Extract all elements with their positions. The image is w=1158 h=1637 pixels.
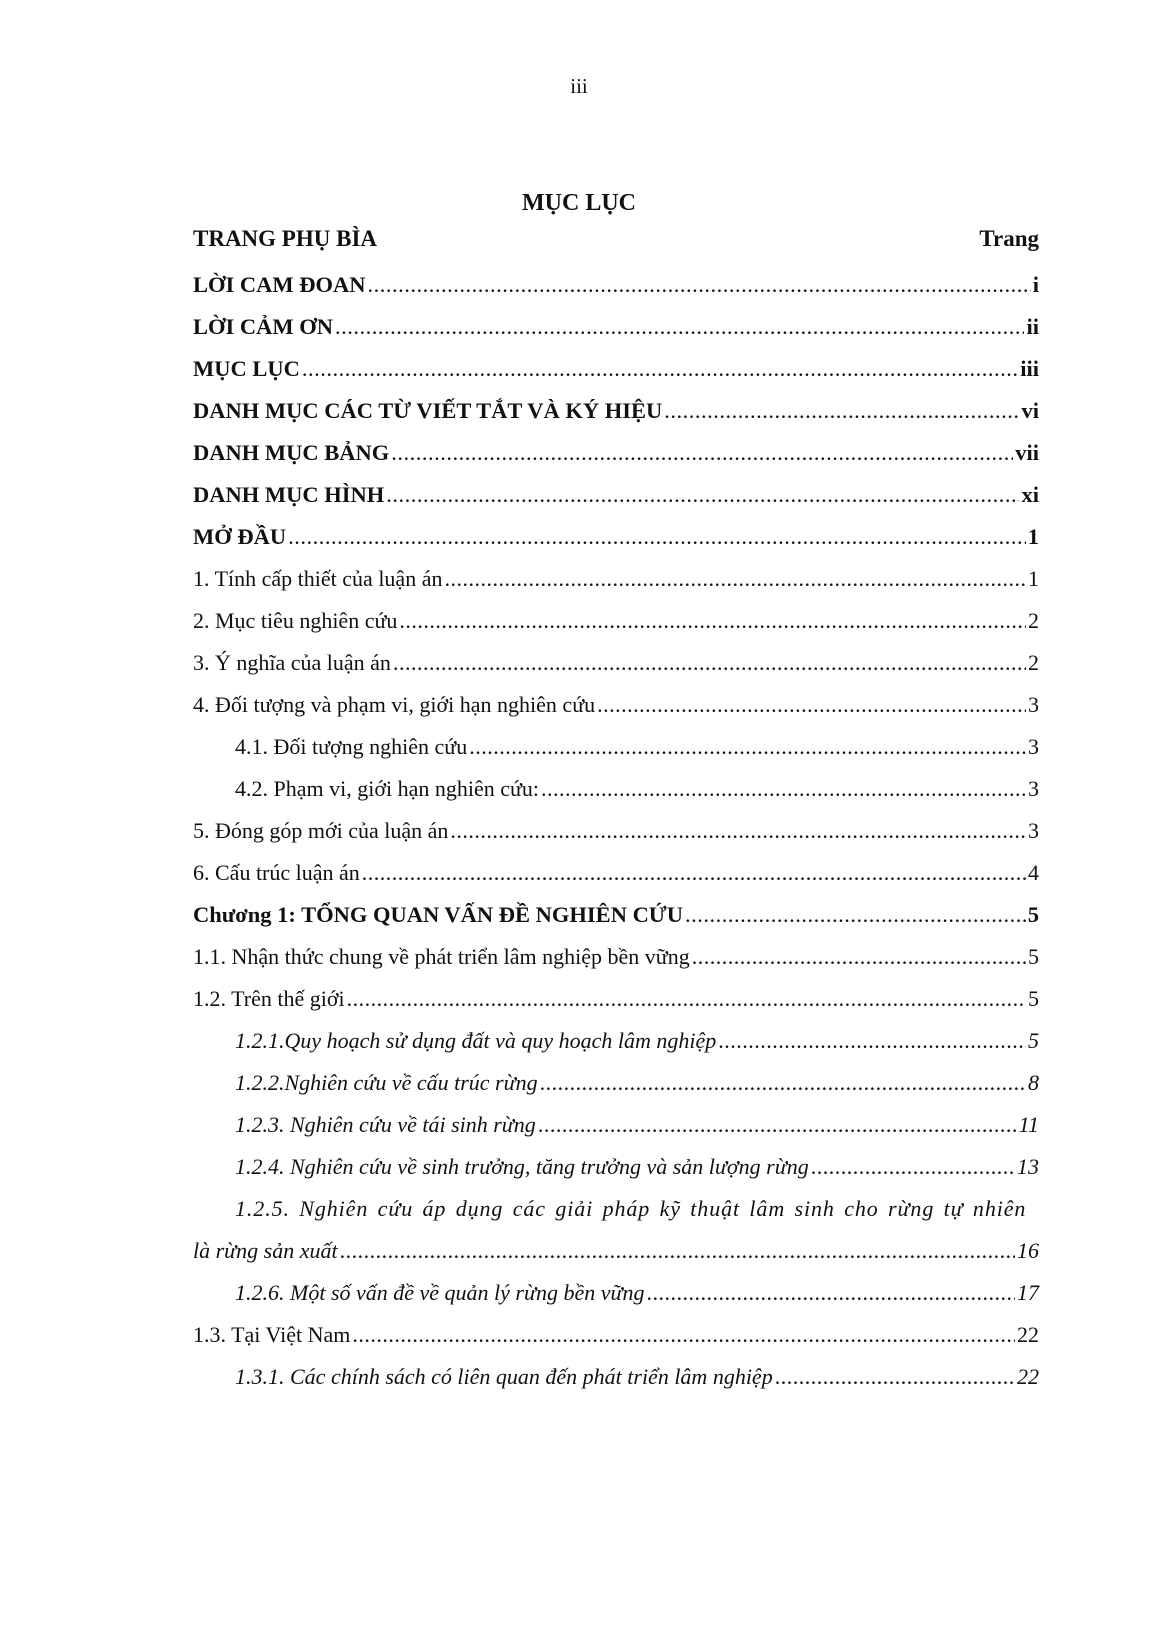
toc-entry-page: 8 [1028,1070,1039,1095]
toc-entry-text: MỞ ĐẦU [193,524,287,549]
toc-entry-text: MỤC LỤC [193,356,300,381]
toc-entry[interactable] [235,1360,1039,1394]
toc-entry[interactable] [235,1276,1039,1310]
toc-entry[interactable] [193,268,1039,302]
toc-entry-text: 4.1. Đối tượng nghiên cứu [235,734,468,759]
toc-entry-page: 5 [1028,944,1039,969]
toc-entry-text: 5. Đóng góp mới của luận án [193,818,449,843]
toc-leader [444,562,1026,596]
toc-entry-page: 3 [1028,818,1039,843]
toc-entry[interactable] [193,352,1039,386]
toc-entry-page: iii [1020,356,1039,381]
toc-entry-page: 17 [1017,1280,1039,1305]
toc-entry[interactable] [235,730,1039,764]
toc-entry-page: 5 [1028,1028,1039,1053]
toc-leader [340,1234,1015,1268]
toc-leader [647,1276,1015,1310]
toc-entry[interactable] [193,646,1039,680]
toc-entry-page: 22 [1017,1322,1039,1347]
toc-entry-text: 1.2.2.Nghiên cứu về cấu trúc rừng [235,1070,538,1095]
toc-entry-text: DANH MỤC HÌNH [193,482,385,507]
toc-entry-text: 1.2.5. Nghiên cứu áp dụng các giải pháp kỹ thuật lâm sinh cho rừng tự nhiên [235,1196,1027,1221]
toc-entry[interactable] [193,310,1039,344]
toc-entry-text: 1.3.1. Các chính sách có liên quan đến phát triển lâm nghiệp [235,1364,773,1389]
toc-entry[interactable] [193,982,1039,1016]
toc-entry[interactable] [193,940,1039,974]
toc-header [193,226,1039,260]
toc-entry-text: 4.2. Phạm vi, giới hạn nghiên cứu: [235,776,540,801]
toc-entry[interactable] [235,1066,1039,1100]
toc-entry-text: 6. Cấu trúc luận án [193,860,360,885]
toc-entry-page: i [1032,272,1039,297]
toc-leader [469,730,1026,764]
toc-leader [393,646,1026,680]
toc-leader [538,1108,1017,1142]
toc-entry-text: 1.3. Tại Việt Nam [193,1322,351,1347]
toc-entry-text: 2. Mục tiêu nghiên cứu [193,608,398,633]
toc-leader [368,268,1031,302]
toc-entry-page: 1 [1027,524,1039,549]
toc-entry[interactable] [193,478,1039,512]
toc-entry[interactable] [235,1108,1039,1142]
toc-entry-text: là rừng sản xuất [193,1238,338,1263]
toc-entry-text: 3. Ý nghĩa của luận án [193,650,391,675]
toc-leader [450,814,1026,848]
toc-leader [288,520,1026,554]
toc-header-left: TRANG PHỤ BÌA [193,226,378,251]
toc-entry-text: 1.1. Nhận thức chung về phát triển lâm nghiệp bền vững [193,944,690,969]
toc-entry[interactable] [193,436,1039,470]
toc-entry[interactable] [235,1192,1039,1226]
toc-leader [692,940,1026,974]
toc-leader [335,310,1024,344]
toc-entry-text: 4. Đối tượng và phạm vi, giới hạn nghiên cứu [193,692,596,717]
toc-leader [362,856,1026,890]
toc-leader [597,688,1026,722]
page-number: iii [570,74,588,98]
toc-entry-page: 5 [1027,902,1039,927]
toc-entry[interactable] [193,394,1039,428]
toc-entry-continuation[interactable] [193,1234,1039,1268]
toc-title: MỤC LỤC [522,190,636,216]
toc-leader [541,772,1026,806]
toc-entry[interactable] [193,520,1039,554]
toc-entry[interactable] [235,1024,1039,1058]
toc-entry[interactable] [193,814,1039,848]
toc-entry-text: DANH MỤC CÁC TỪ VIẾT TẮT VÀ KÝ HIỆU [193,398,663,423]
toc-entry-page: 5 [1028,986,1039,1011]
toc-entry-page: 2 [1028,650,1039,675]
toc-entry-text: LỜI CAM ĐOAN [193,272,366,297]
toc-entry-page: 11 [1018,1112,1039,1137]
toc-entry-text: Chương 1: TỔNG QUAN VẤN ĐỀ NGHIÊN CỨU [193,902,683,927]
toc-leader [352,1318,1015,1352]
toc-entry-page: 16 [1017,1238,1039,1263]
toc-entry-text: 1.2.3. Nghiên cứu về tái sinh rừng [235,1112,536,1137]
toc-leader [811,1150,1015,1184]
toc-entry-text: 1.2.6. Một số vấn đề về quản lý rừng bền vững [235,1280,645,1305]
toc-leader [391,436,1013,470]
toc-leader [347,982,1026,1016]
toc-entry-page: 13 [1017,1154,1039,1179]
toc-entry-page: 3 [1028,692,1039,717]
toc-entry-text: 1.2.1.Quy hoạch sử dụng đất và quy hoạch lâm nghiệp [235,1028,717,1053]
toc-entry[interactable] [235,1150,1039,1184]
toc-entry-page: 2 [1028,608,1039,633]
toc-header-right: Trang [979,226,1039,251]
toc-entry-page: 3 [1028,734,1039,759]
toc-entry-page: vii [1015,440,1039,465]
toc-entry[interactable] [193,562,1039,596]
toc-entry[interactable] [193,898,1039,932]
toc-entry[interactable] [235,772,1039,806]
toc-entry-page: ii [1026,314,1039,339]
toc-entry-page: 4 [1028,860,1039,885]
toc-entry-text: 1.2. Trên thế giới [193,986,345,1011]
toc-leader [685,898,1026,932]
toc-entry-text: LỜI CẢM ƠN [193,314,333,339]
toc-entry-page: vi [1021,398,1039,423]
toc-leader [302,352,1018,386]
toc-entry[interactable] [193,1318,1039,1352]
toc-leader [540,1066,1026,1100]
toc-leader [399,604,1026,638]
toc-entry-page: 22 [1017,1364,1039,1389]
toc-entry-page: xi [1021,482,1039,507]
toc-leader [775,1360,1015,1394]
toc-entry-text: 1.2.4. Nghiên cứu về sinh trưởng, tăng trưởng và sản lượng rừng [235,1154,809,1179]
toc-leader [718,1024,1026,1058]
toc-entry-text: 1. Tính cấp thiết của luận án [193,566,443,591]
toc-entry-text: DANH MỤC BẢNG [193,440,390,465]
toc-entry[interactable] [193,856,1039,890]
toc-entry-page: 1 [1028,566,1039,591]
toc-entry[interactable] [193,604,1039,638]
toc-entry-page: 3 [1028,776,1039,801]
toc-leader [386,478,1019,512]
toc-entry[interactable] [193,688,1039,722]
toc-leader [664,394,1019,428]
